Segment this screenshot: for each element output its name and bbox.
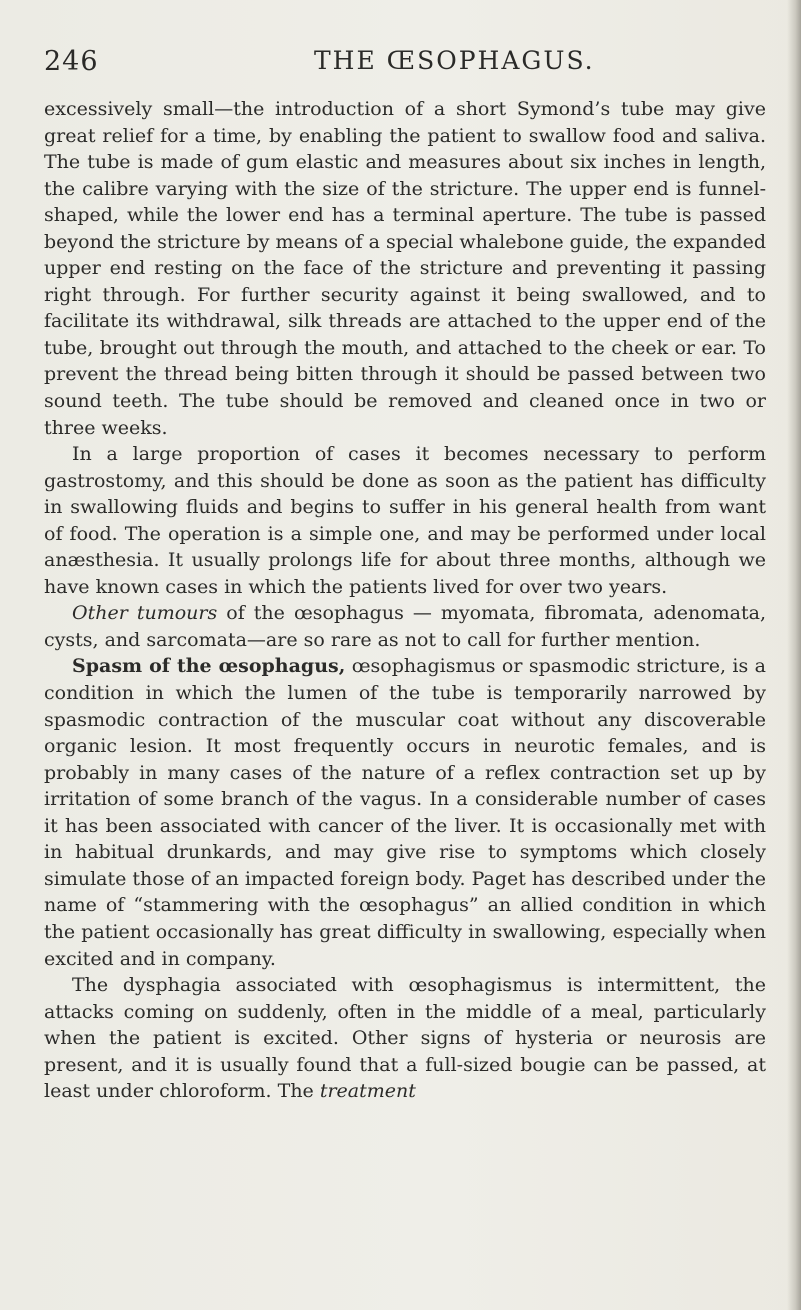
paragraph-lead-italic: Other tumours — [72, 602, 218, 625]
paragraph-spasm — [44, 653, 766, 972]
paragraph-text: In a large proportion of cases it becomes necessary to perform gastrostomy, and this should be done as soon as the patient has difficulty in swallowing fluids and begins to suffer in his general health from want of food. The operation is a simple one, and may be performed under local anæsthesia. It usually prolongs life for about three months, although we have known cases in which the patients lived for over two years. — [44, 443, 766, 598]
paragraph-other-tumours — [44, 600, 766, 653]
paragraph-text: excessively small—the introduction of a short Symond’s tube may give great relief for a time, by enabling the patient to swallow food and saliva. The tube is made of gum elastic and measures about six inches in length, the calibre varying with the size of the stricture. The upper end is funnel-shaped, while the lower end has a terminal aperture. The tube is passed beyond the stricture by means of a special whalebone guide, the expanded upper end resting on the face of the stricture and preventing it passing right through. For further security against it being swallowed, and to facilitate its withdrawal, silk threads are attached to the upper end of the tube, brought out through the mouth, and attached to the cheek or ear. To prevent the thread being bitten through it should be passed between two sound teeth. The tube should be removed and cleaned once in two or three weeks. — [44, 98, 766, 439]
running-title: THE ŒSOPHAGUS. — [314, 46, 595, 75]
paragraph-gastrostomy — [44, 441, 766, 600]
paragraph-text: of the œsophagus — myomata, fibromata, adenomata, cysts, and sarcomata—are so rare as not to call for further mention. — [44, 602, 767, 651]
paragraph-text: œsophagismus or spasmodic stricture, is a condition in which the lumen of the tube is temporarily narrowed by spasmodic contraction of the muscular coat without any discoverable organic lesion. It most frequently occurs in neurotic females, and is probably in many cases of the nature of a reflex contraction set up by irritation of some branch of the vagus. In a considerable number of cases it has been associated with cancer of the liver. It is occasionally met with in habitual drunkards, and may give rise to symptoms which closely simulate those of an impacted foreign body. Paget has described under the name of “stammering with the œsophagus” an allied condition in which the patient occasionally has great difficulty in swallowing, especially when excited and in company. — [44, 655, 766, 970]
page-edge-shadow — [787, 0, 801, 1310]
page-number: 246 — [44, 46, 99, 77]
paragraph-symonds-tube — [44, 96, 766, 441]
body-text — [44, 96, 766, 1105]
page-header — [44, 44, 766, 84]
paragraph-tail-italic: treatment — [319, 1080, 416, 1103]
paragraph-lead-bold: Spasm of the œsophagus, — [72, 655, 346, 678]
paragraph-text: The dysphagia associated with œsophagismus is intermittent, the attacks coming on suddenly, often in the middle of a meal, particularly when the patient is excited. Other signs of hysteria or neurosis are present, and it is usually found that a full-sized bougie can be passed, at least under chloroform. The — [44, 974, 766, 1103]
paragraph-dysphagia — [44, 972, 766, 1105]
